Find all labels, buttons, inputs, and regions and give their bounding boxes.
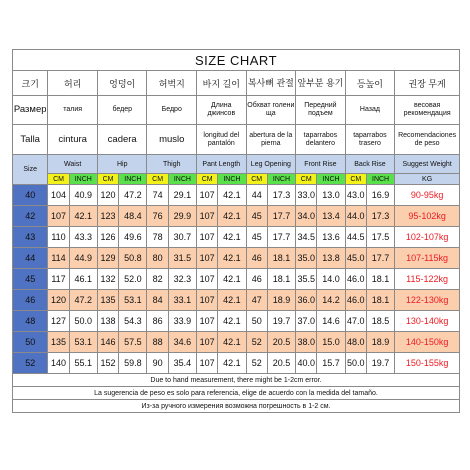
measurement-cell: 33.1 (168, 290, 196, 311)
measurement-cell: 107 (197, 332, 218, 353)
measurement-cell: 82 (147, 269, 168, 290)
label-cell: Waist (48, 155, 98, 174)
unit-cm: CM (48, 174, 69, 185)
unit-inch: INCH (366, 174, 394, 185)
measurement-cell: 30.7 (168, 227, 196, 248)
measurement-cell: 17.7 (267, 206, 295, 227)
label-cell: 크기 (13, 71, 48, 96)
measurement-cell: 127 (48, 311, 69, 332)
label-cell: 등높이 (345, 71, 395, 96)
measurement-cell: 49.6 (119, 227, 147, 248)
measurement-cell: 107 (197, 290, 218, 311)
measurement-cell: 86 (147, 311, 168, 332)
measurement-cell: 14.6 (317, 311, 345, 332)
measurement-cell: 47 (246, 290, 267, 311)
measurement-cell: 33.9 (168, 311, 196, 332)
weight-cell: 90-95kg (395, 185, 460, 206)
measurement-cell: 50.8 (119, 248, 147, 269)
measurement-cell: 18.1 (366, 269, 394, 290)
measurement-cell: 129 (97, 248, 118, 269)
measurement-cell: 146 (97, 332, 118, 353)
note-row (13, 400, 460, 413)
measurement-cell: 40.0 (296, 353, 317, 374)
size-cell: 46 (13, 290, 48, 311)
unit-cm: CM (296, 174, 317, 185)
measurement-cell: 46.0 (345, 269, 366, 290)
label-cell: весовая рекомендация (395, 96, 460, 125)
size-row (13, 311, 460, 332)
measurement-cell: 42.1 (218, 353, 246, 374)
measurement-cell: 18.1 (267, 248, 295, 269)
label-cell: талия (48, 96, 98, 125)
label-cell: longitud del pantalón (197, 125, 247, 155)
measurement-cell: 42.1 (218, 206, 246, 227)
size-row (13, 185, 460, 206)
label-cell: Thigh (147, 155, 197, 174)
measurement-cell: 17.5 (366, 227, 394, 248)
measurement-cell: 50.0 (345, 353, 366, 374)
measurement-cell: 120 (48, 290, 69, 311)
measurement-cell: 107 (48, 206, 69, 227)
measurement-cell: 46 (246, 248, 267, 269)
measurement-cell: 57.5 (119, 332, 147, 353)
measurement-cell: 107 (197, 206, 218, 227)
note-text: La sugerencia de peso es solo para referencia, elige de acuerdo con la medida del tamaño. (13, 387, 460, 400)
label-cell: 허리 (48, 71, 98, 96)
measurement-cell: 38.0 (296, 332, 317, 353)
measurement-cell: 44.0 (345, 206, 366, 227)
size-cell: 42 (13, 206, 48, 227)
note-text: Due to hand measurement, there might be 1-2cm error. (13, 374, 460, 387)
measurement-cell: 35.0 (296, 248, 317, 269)
measurement-cell: 34.6 (168, 332, 196, 353)
unit-cm: CM (345, 174, 366, 185)
label-cell: 허벅지 (147, 71, 197, 96)
label-cell: Длина джинсов (197, 96, 247, 125)
english-label-row (13, 155, 460, 174)
label-cell: 바지 길이 (197, 71, 247, 96)
measurement-cell: 76 (147, 206, 168, 227)
measurement-cell: 18.1 (267, 269, 295, 290)
note-row (13, 374, 460, 387)
size-cell: 50 (13, 332, 48, 353)
measurement-cell: 29.1 (168, 185, 196, 206)
measurement-cell: 18.1 (366, 290, 394, 311)
measurement-cell: 19.7 (366, 353, 394, 374)
measurement-cell: 14.0 (317, 269, 345, 290)
weight-cell: 95-102kg (395, 206, 460, 227)
measurement-cell: 42.1 (218, 248, 246, 269)
measurement-cell: 19.7 (267, 311, 295, 332)
unit-cm: CM (147, 174, 168, 185)
unit-inch: INCH (317, 174, 345, 185)
note-row (13, 387, 460, 400)
measurement-cell: 35.4 (168, 353, 196, 374)
label-cell: Recomendaciones de peso (395, 125, 460, 155)
label-cell: Бедро (147, 96, 197, 125)
label-cell: cadera (97, 125, 147, 155)
measurement-cell: 15.7 (317, 353, 345, 374)
label-cell: Talla (13, 125, 48, 155)
weight-cell: 107-115kg (395, 248, 460, 269)
measurement-cell: 50.0 (69, 311, 97, 332)
measurement-cell: 152 (97, 353, 118, 374)
measurement-cell: 90 (147, 353, 168, 374)
measurement-cell: 52.0 (119, 269, 147, 290)
measurement-cell: 114 (48, 248, 69, 269)
measurement-cell: 50 (246, 311, 267, 332)
size-row (13, 332, 460, 353)
size-chart (12, 49, 460, 413)
measurement-cell: 104 (48, 185, 69, 206)
measurement-cell: 47.2 (119, 185, 147, 206)
measurement-cell: 55.1 (69, 353, 97, 374)
size-chart-table (12, 49, 460, 413)
label-cell: Leg Opening (246, 155, 296, 174)
size-row (13, 290, 460, 311)
measurement-cell: 42.1 (218, 227, 246, 248)
measurement-cell: 36.0 (296, 290, 317, 311)
measurement-cell: 17.3 (366, 206, 394, 227)
measurement-cell: 132 (97, 269, 118, 290)
unit-row (13, 174, 460, 185)
measurement-cell: 47.2 (69, 290, 97, 311)
measurement-cell: 40.9 (69, 185, 97, 206)
unit-inch: INCH (218, 174, 246, 185)
size-cell: 52 (13, 353, 48, 374)
measurement-cell: 88 (147, 332, 168, 353)
measurement-cell: 29.9 (168, 206, 196, 227)
title-row (13, 50, 460, 71)
measurement-cell: 43.3 (69, 227, 97, 248)
measurement-cell: 74 (147, 185, 168, 206)
weight-cell: 122-130kg (395, 290, 460, 311)
size-cell: 43 (13, 227, 48, 248)
label-cell: muslo (147, 125, 197, 155)
label-cell: Suggest Weight (395, 155, 460, 174)
measurement-cell: 52 (246, 332, 267, 353)
measurement-cell: 47.0 (345, 311, 366, 332)
measurement-cell: 33.0 (296, 185, 317, 206)
measurement-cell: 20.5 (267, 332, 295, 353)
measurement-cell: 54.3 (119, 311, 147, 332)
label-cell: Назад (345, 96, 395, 125)
weight-cell: 130-140kg (395, 311, 460, 332)
unit-inch: INCH (69, 174, 97, 185)
label-cell: taparrabos delantero (296, 125, 346, 155)
measurement-cell: 110 (48, 227, 69, 248)
measurement-cell: 16.9 (366, 185, 394, 206)
unit-inch: INCH (267, 174, 295, 185)
measurement-cell: 42.1 (218, 311, 246, 332)
measurement-cell: 13.0 (317, 185, 345, 206)
measurement-cell: 42.1 (218, 290, 246, 311)
measurement-cell: 84 (147, 290, 168, 311)
label-cell: abertura de la pierna (246, 125, 296, 155)
korean-label-row (13, 71, 460, 96)
label-cell: Размер (13, 96, 48, 125)
label-cell: Front Rise (296, 155, 346, 174)
measurement-cell: 135 (97, 290, 118, 311)
measurement-cell: 52 (246, 353, 267, 374)
size-cell: 44 (13, 248, 48, 269)
chart-title: SIZE CHART (13, 50, 460, 71)
measurement-cell: 45 (246, 206, 267, 227)
measurement-cell: 135 (48, 332, 69, 353)
measurement-cell: 126 (97, 227, 118, 248)
measurement-cell: 46 (246, 269, 267, 290)
measurement-cell: 59.8 (119, 353, 147, 374)
size-header: Size (13, 155, 48, 185)
measurement-cell: 34.0 (296, 206, 317, 227)
measurement-cell: 53.1 (69, 332, 97, 353)
russian-label-row (13, 96, 460, 125)
label-cell: Передний подъем (296, 96, 346, 125)
measurement-cell: 44.5 (345, 227, 366, 248)
measurement-cell: 42.1 (69, 206, 97, 227)
label-cell: Pant Length (197, 155, 247, 174)
measurement-cell: 17.3 (267, 185, 295, 206)
measurement-cell: 44 (246, 185, 267, 206)
measurement-cell: 13.8 (317, 248, 345, 269)
unit-cm: CM (197, 174, 218, 185)
unit-inch: INCH (168, 174, 196, 185)
measurement-cell: 107 (197, 248, 218, 269)
size-row (13, 206, 460, 227)
measurement-cell: 46.1 (69, 269, 97, 290)
measurement-cell: 80 (147, 248, 168, 269)
measurement-cell: 17.7 (366, 248, 394, 269)
label-cell: Обхват голени ща (246, 96, 296, 125)
measurement-cell: 78 (147, 227, 168, 248)
measurement-cell: 34.5 (296, 227, 317, 248)
note-text: Из-за ручного измерения возможна погрешность в 1-2 см. (13, 400, 460, 413)
measurement-cell: 32.3 (168, 269, 196, 290)
unit-cm: CM (97, 174, 118, 185)
measurement-cell: 120 (97, 185, 118, 206)
unit-kg: KG (395, 174, 460, 185)
measurement-cell: 44.9 (69, 248, 97, 269)
size-row (13, 269, 460, 290)
measurement-cell: 42.1 (218, 185, 246, 206)
measurement-cell: 107 (197, 311, 218, 332)
measurement-cell: 53.1 (119, 290, 147, 311)
measurement-cell: 107 (197, 269, 218, 290)
size-row (13, 227, 460, 248)
size-row (13, 248, 460, 269)
size-cell: 48 (13, 311, 48, 332)
label-cell: taparrabos trasero (345, 125, 395, 155)
measurement-cell: 46.0 (345, 290, 366, 311)
unit-cm: CM (246, 174, 267, 185)
measurement-cell: 17.7 (267, 227, 295, 248)
weight-cell: 150-155kg (395, 353, 460, 374)
weight-cell: 115-122kg (395, 269, 460, 290)
measurement-cell: 13.4 (317, 206, 345, 227)
measurement-cell: 123 (97, 206, 118, 227)
measurement-cell: 42.1 (218, 332, 246, 353)
label-cell: 권장 무게 (395, 71, 460, 96)
measurement-cell: 45 (246, 227, 267, 248)
label-cell: Hip (97, 155, 147, 174)
label-cell: cintura (48, 125, 98, 155)
measurement-cell: 140 (48, 353, 69, 374)
weight-cell: 140-150kg (395, 332, 460, 353)
measurement-cell: 35.5 (296, 269, 317, 290)
size-cell: 45 (13, 269, 48, 290)
label-cell: 복사뼈 관절 (246, 71, 296, 96)
measurement-cell: 18.9 (267, 290, 295, 311)
measurement-cell: 107 (197, 185, 218, 206)
measurement-cell: 13.6 (317, 227, 345, 248)
measurement-cell: 14.2 (317, 290, 345, 311)
measurement-cell: 18.9 (366, 332, 394, 353)
measurement-cell: 117 (48, 269, 69, 290)
measurement-cell: 42.1 (218, 269, 246, 290)
measurement-cell: 15.0 (317, 332, 345, 353)
label-cell: Back Rise (345, 155, 395, 174)
measurement-cell: 43.0 (345, 185, 366, 206)
measurement-cell: 48.4 (119, 206, 147, 227)
measurement-cell: 107 (197, 227, 218, 248)
size-row (13, 353, 460, 374)
label-cell: 앞부분 용기 (296, 71, 346, 96)
spanish-label-row (13, 125, 460, 155)
measurement-cell: 37.0 (296, 311, 317, 332)
unit-inch: INCH (119, 174, 147, 185)
label-cell: 엉덩이 (97, 71, 147, 96)
weight-cell: 102-107kg (395, 227, 460, 248)
measurement-cell: 45.0 (345, 248, 366, 269)
size-cell: 40 (13, 185, 48, 206)
measurement-cell: 138 (97, 311, 118, 332)
measurement-cell: 18.5 (366, 311, 394, 332)
measurement-cell: 107 (197, 353, 218, 374)
measurement-cell: 31.5 (168, 248, 196, 269)
measurement-cell: 20.5 (267, 353, 295, 374)
measurement-cell: 48.0 (345, 332, 366, 353)
label-cell: бедер (97, 96, 147, 125)
size-rows (13, 185, 460, 374)
